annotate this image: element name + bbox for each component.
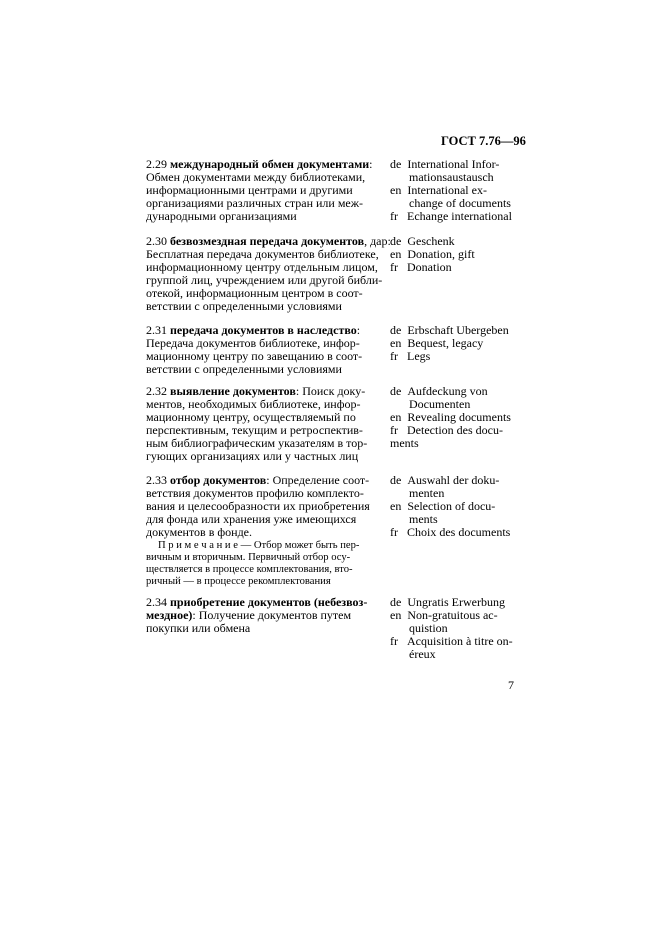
definition-line: вания и целесообразности их приобретения [146,499,370,513]
definition-line: ным библиографическим указателям в тор- [146,436,368,450]
term-heading: 2.30 безвозмездная передача документов, дар: [146,234,391,248]
definition-line: отекой, информационным центром в соот- [146,286,363,300]
definition-line: для фонда или хранения уже имеющихся [146,512,357,526]
translation-de: de Geschenk [390,234,455,248]
note-label: П р и м е ч а н и е [158,540,238,551]
note-line: П р и м е ч а н и е — Отбор может быть пер- [158,540,360,551]
definition-line: Обмен документами между библиотеками, [146,170,366,184]
translation-en: en Donation, gift [390,247,475,261]
translation-en: en Bequest, legacy [390,336,484,350]
translation-en: en International ex- [390,183,487,197]
translation-en: en Selection of docu- [390,499,496,513]
note-line: ричный — в процессе рекомплектования [146,576,331,587]
definition-line: документов в фонде. [146,525,252,539]
term-name: приобретение документов (небезвоз- [170,595,368,609]
translation-fr: fr Detection des docu- [390,423,503,437]
definition-line: ментов, необходимых библиотеке, инфор- [146,397,361,411]
translation-en: en Non-gratuitous ac- [390,608,498,622]
term-heading: 2.29 международный обмен документами: [146,157,373,171]
document-code: ГОСТ 7.76—96 [441,134,526,148]
term-name: передача документов в наследство [170,323,357,337]
translation-fr-cont: ments [390,436,419,450]
definition-line: перспективным, текущим и ретроспектив- [146,423,363,437]
definition-line: ветствии с определенными условиями [146,362,342,376]
note-line: ществляется в процессе комплектования, вто- [146,564,353,575]
translation-en-cont: change of documents [409,196,511,210]
definition-line: мационному центру, осуществляемый по [146,410,356,424]
definition-line: информационными центрами и другими [146,183,353,197]
translation-fr: fr Echange international [390,209,512,223]
translation-en-cont: ments [409,512,438,526]
definition-line: ветствии с определенными условиями [146,299,342,313]
term-name: международный обмен документами [170,157,370,171]
definition-line: ветствия документов профилю комплекто- [146,486,364,500]
page-number: 7 [508,678,514,692]
translation-en-cont: quistion [409,621,448,635]
definition-line: покупки или обмена [146,621,251,635]
term-heading: 2.34 приобретение документов (небезвоз- [146,595,368,609]
translation-de-cont: Documenten [409,397,471,411]
translation-de: de Ungratis Erwerbung [390,595,505,609]
translation-fr-cont: éreux [409,647,436,661]
definition-line: информационному центру отдельным лицом, [146,260,378,274]
translation-de-cont: mationsaustausch [409,170,494,184]
note-line: вичным и вторичным. Первичный отбор осу- [146,552,351,563]
term-heading: 2.32 выявление документов: Поиск доку- [146,384,366,398]
definition-line: мационному центру по завещанию в соот- [146,349,363,363]
translation-fr: fr Choix des documents [390,525,511,539]
definition-line: гующих организациях или у частных лиц [146,449,359,463]
definition-line: Бесплатная передача документов библиотеке, [146,247,379,261]
translation-de: de Auswahl der doku- [390,473,500,487]
definition-line: Передача документов библиотеке, инфор- [146,336,360,350]
definition-line: дународными организациями [146,209,297,223]
translation-de: de International Infor- [390,157,500,171]
term-name: выявление документов [170,384,296,398]
definition-line: организациями различных стран или меж- [146,196,364,210]
term-heading: 2.33 отбор документов: Определение соот- [146,473,370,487]
term-name: отбор документов [170,473,267,487]
translation-fr: fr Donation [390,260,452,274]
translation-fr: fr Legs [390,349,431,363]
definition-line: мездное): Получение документов путем [146,608,352,622]
term-name-cont: мездное) [146,608,193,622]
translation-en: en Revealing documents [390,410,511,424]
translation-de-cont: menten [409,486,445,500]
translation-fr: fr Acquisition à titre on- [390,634,513,648]
term-name: безвозмездная передача документов [170,234,365,248]
translation-de: de Erbschaft Ubergeben [390,323,509,337]
term-heading: 2.31 передача документов в наследство: [146,323,361,337]
definition-line: группой лиц, учреждением или другой библи- [146,273,383,287]
translation-de: de Aufdeckung von [390,384,488,398]
